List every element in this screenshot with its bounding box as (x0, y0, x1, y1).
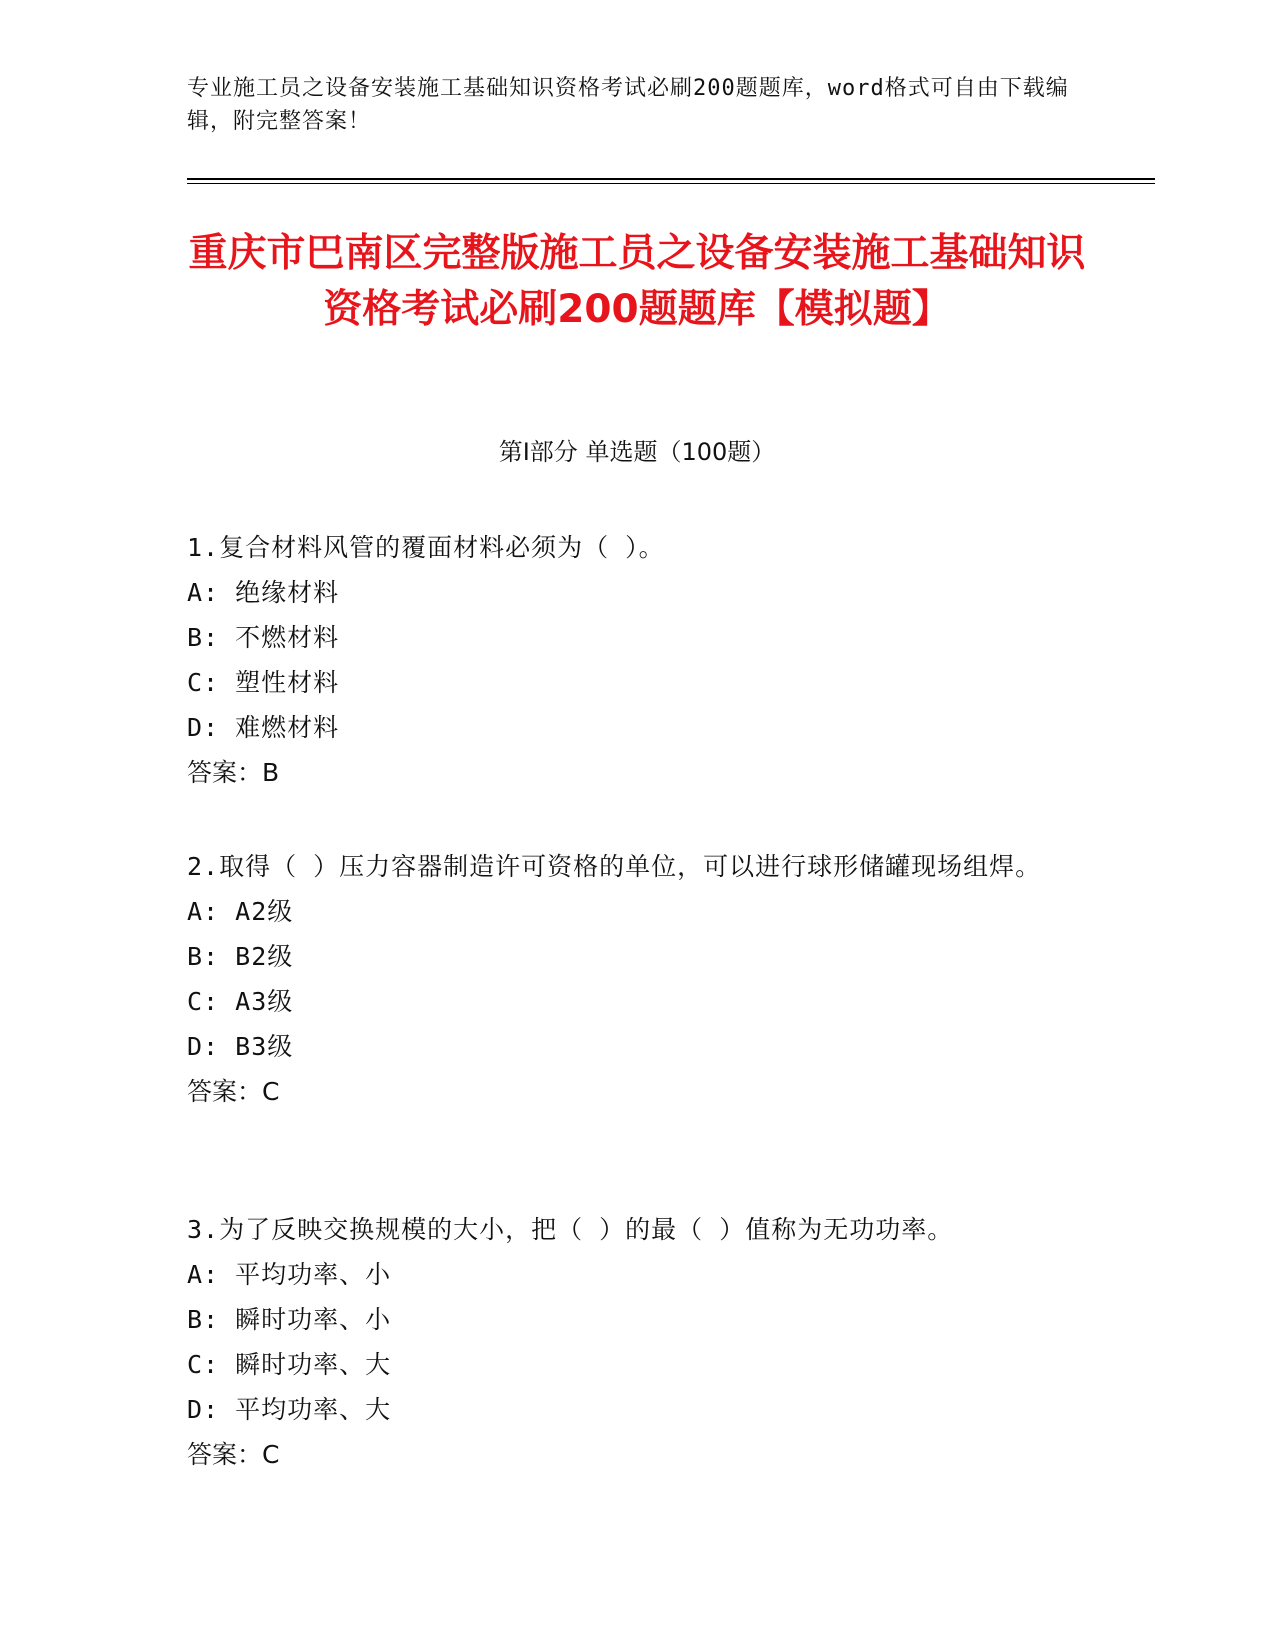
option-a: A: A2级 (187, 897, 294, 926)
question-block (187, 844, 1087, 1114)
question-stem: 1.复合材料风管的覆面材料必须为（ ）。 (187, 533, 665, 562)
intro-text: 专业施工员之设备安装施工基础知识资格考试必刷200题题库，word格式可自由下载编辑，附完整答案！ (187, 76, 1069, 134)
question-block (187, 1207, 1087, 1477)
option-c: C: 瞬时功率、大 (187, 1350, 392, 1379)
option-d: D: B3级 (187, 1032, 294, 1061)
option-c: C: A3级 (187, 987, 294, 1016)
document-title: 重庆市巴南区完整版施工员之设备安装施工基础知识资格考试必刷200题题库【模拟题】 (188, 231, 1086, 332)
question-stem: 2.取得（ ）压力容器制造许可资格的单位，可以进行球形储罐现场组焊。 (187, 852, 1042, 881)
option-d: D: 平均功率、大 (187, 1395, 392, 1424)
option-b: B: B2级 (187, 942, 294, 971)
answer: 答案：B (187, 758, 280, 787)
section-title: 第Ⅰ部分 单选题（100题） (498, 438, 776, 466)
option-b: B: 瞬时功率、小 (187, 1305, 392, 1334)
option-b: B: 不燃材料 (187, 623, 340, 652)
option-d: D: 难燃材料 (187, 713, 340, 742)
option-a: A: 绝缘材料 (187, 578, 340, 607)
answer: 答案：C (187, 1077, 280, 1106)
answer: 答案：C (187, 1440, 280, 1469)
option-c: C: 塑性材料 (187, 668, 340, 697)
header-divider-thin (187, 183, 1155, 184)
option-a: A: 平均功率、小 (187, 1260, 392, 1289)
question-block (187, 525, 1087, 795)
question-stem: 3.为了反映交换规模的大小，把（ ）的最（ ）值称为无功功率。 (187, 1215, 954, 1244)
header-divider-thick (187, 178, 1155, 180)
